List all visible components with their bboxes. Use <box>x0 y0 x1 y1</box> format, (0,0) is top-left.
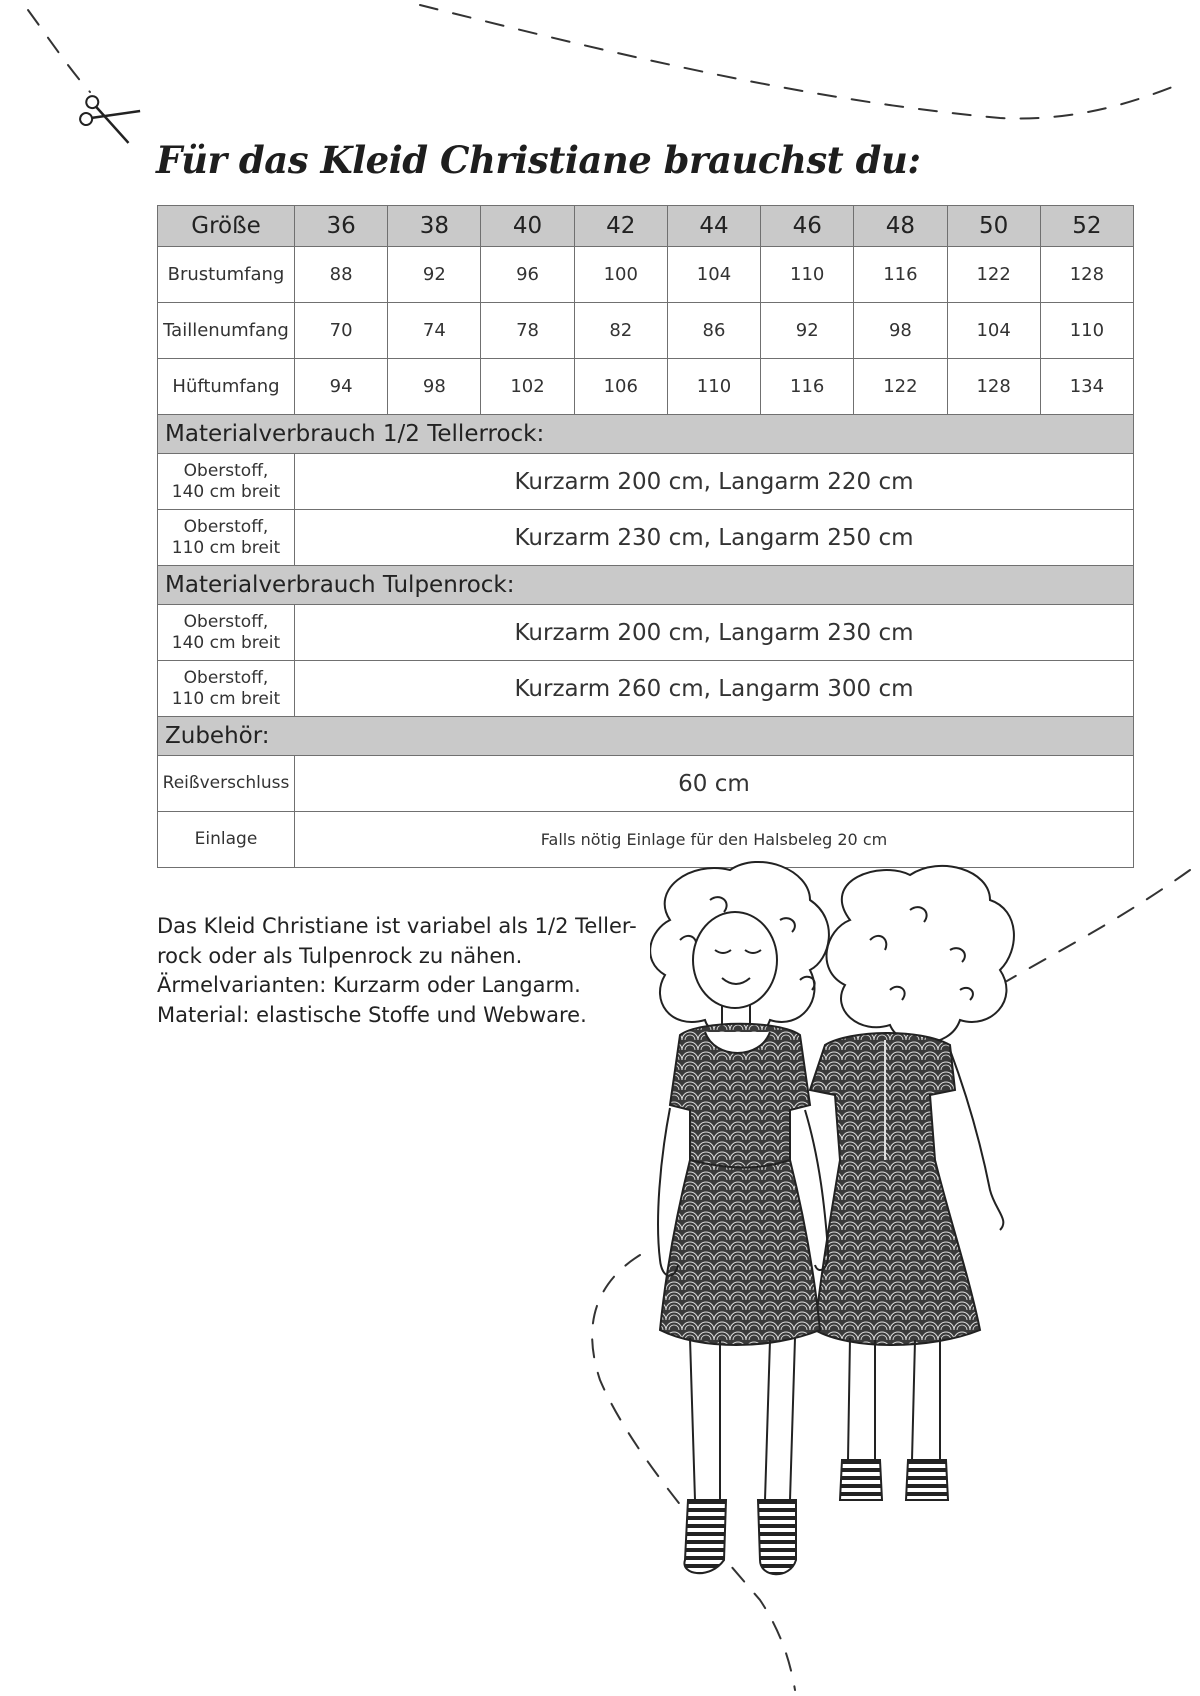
size-header-cell: 52 <box>1040 206 1133 247</box>
row-label: Taillenumfang <box>158 303 295 359</box>
table-cell: 134 <box>1040 359 1133 415</box>
material-row <box>158 510 1134 566</box>
size-header-label: Größe <box>158 206 295 247</box>
page-title: Für das Kleid Christiane brauchst du: <box>156 138 921 182</box>
material-row <box>158 605 1134 661</box>
section-heading: Zubehör: <box>158 717 1134 756</box>
section-heading: Materialverbrauch Tulpenrock: <box>158 566 1134 605</box>
description-line: rock oder als Tulpenrock zu nähen. <box>157 943 523 968</box>
table-cell: 88 <box>295 247 388 303</box>
size-header-cell: 40 <box>481 206 574 247</box>
accessory-row <box>158 756 1134 812</box>
table-cell: 78 <box>481 303 574 359</box>
table-cell: 116 <box>761 359 854 415</box>
size-header-cell: 36 <box>295 206 388 247</box>
measure-row-taille <box>158 303 1134 359</box>
description-line: Das Kleid Christiane ist variabel als 1/2 Teller- <box>157 914 637 938</box>
row-label: Brustumfang <box>158 247 295 303</box>
material-value: Kurzarm 230 cm, Langarm 250 cm <box>295 510 1134 566</box>
material-value: Kurzarm 200 cm, Langarm 220 cm <box>295 454 1134 510</box>
section-heading: Materialverbrauch 1/2 Tellerrock: <box>158 415 1134 454</box>
material-row <box>158 661 1134 717</box>
table-cell: 92 <box>761 303 854 359</box>
scissors-icon <box>78 93 140 143</box>
table-cell: 92 <box>388 247 481 303</box>
table-cell: 106 <box>574 359 667 415</box>
row-label: Oberstoff, 110 cm breit <box>158 510 295 566</box>
girls-illustration <box>650 860 1090 1690</box>
size-header-cell: 38 <box>388 206 481 247</box>
accessory-value: 60 cm <box>295 756 1134 812</box>
table-cell: 110 <box>667 359 760 415</box>
table-cell: 128 <box>1040 247 1133 303</box>
measure-row-brust <box>158 247 1134 303</box>
table-cell: 98 <box>854 303 947 359</box>
size-header-row <box>158 206 1134 247</box>
table-cell: 100 <box>574 247 667 303</box>
table-cell: 116 <box>854 247 947 303</box>
description <box>157 912 677 1030</box>
size-header-cell: 44 <box>667 206 760 247</box>
measure-row-huefte <box>158 359 1134 415</box>
table-cell: 104 <box>947 303 1040 359</box>
table-cell: 94 <box>295 359 388 415</box>
description-line: Material: elastische Stoffe und Webware. <box>157 1002 587 1027</box>
section-zubehoer <box>158 717 1134 756</box>
table-cell: 104 <box>667 247 760 303</box>
table-cell: 102 <box>481 359 574 415</box>
table-cell: 128 <box>947 359 1040 415</box>
material-row <box>158 454 1134 510</box>
table-cell: 86 <box>667 303 760 359</box>
row-label: Oberstoff, 140 cm breit <box>158 605 295 661</box>
table-cell: 96 <box>481 247 574 303</box>
row-label: Hüftumfang <box>158 359 295 415</box>
row-label: Einlage <box>158 812 295 868</box>
material-value: Kurzarm 200 cm, Langarm 230 cm <box>295 605 1134 661</box>
table-cell: 82 <box>574 303 667 359</box>
size-header-cell: 50 <box>947 206 1040 247</box>
size-header-cell: 46 <box>761 206 854 247</box>
table-cell: 98 <box>388 359 481 415</box>
accessory-value: Falls nötig Einlage für den Halsbeleg 20 cm <box>295 812 1134 868</box>
table-cell: 110 <box>1040 303 1133 359</box>
section-tulpen <box>158 566 1134 605</box>
table-cell: 74 <box>388 303 481 359</box>
material-value: Kurzarm 260 cm, Langarm 300 cm <box>295 661 1134 717</box>
table-cell: 110 <box>761 247 854 303</box>
size-header-cell: 42 <box>574 206 667 247</box>
size-material-table <box>157 205 1134 868</box>
description-line: Ärmelvarianten: Kurzarm oder Langarm. <box>157 973 581 997</box>
table-cell: 122 <box>854 359 947 415</box>
size-header-cell: 48 <box>854 206 947 247</box>
table-cell: 122 <box>947 247 1040 303</box>
table-cell: 70 <box>295 303 388 359</box>
section-teller <box>158 415 1134 454</box>
row-label: Reißverschluss <box>158 756 295 812</box>
row-label: Oberstoff, 110 cm breit <box>158 661 295 717</box>
row-label: Oberstoff, 140 cm breit <box>158 454 295 510</box>
